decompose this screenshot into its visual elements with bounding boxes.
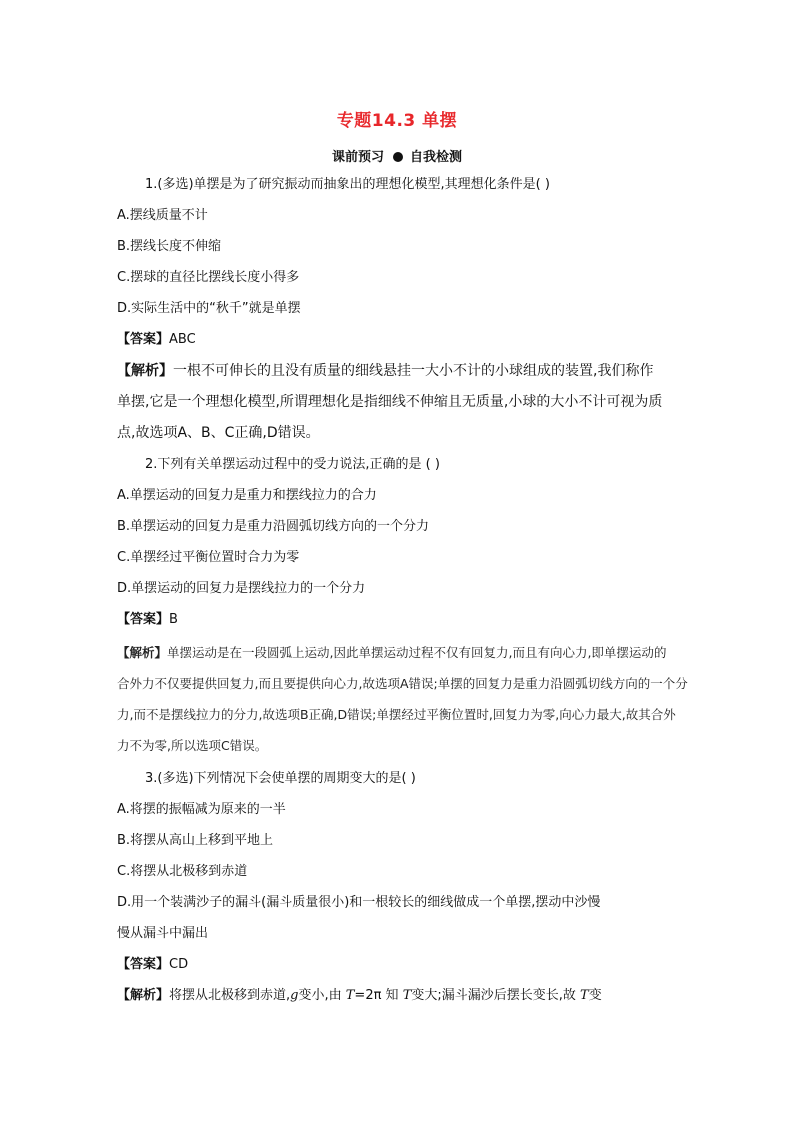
- q1-analysis-line-2: 单摆,它是一个理想化模型,所谓理想化是指细线不伸缩且无质量,小球的大小不计可视为质: [117, 394, 663, 410]
- page-title: 专题14.3 单摆: [336, 111, 458, 131]
- answer-label: 【答案】: [117, 957, 170, 972]
- q1-option-a: A.摆线质量不计: [117, 208, 208, 223]
- q3-stem: 3.(多选)下列情况下会使单摆的周期变大的是( ): [145, 771, 416, 786]
- section-left: 课前预习: [331, 150, 384, 165]
- q3-analysis-text-c: =2π 知: [354, 988, 403, 1003]
- q3-analysis-text-e: 变: [588, 988, 602, 1003]
- q1-answer: [117, 331, 196, 349]
- q1-option-b: B.摆线长度不伸缩: [117, 239, 222, 254]
- q2-option-b: B.单摆运动的回复力是重力沿圆弧切线方向的一个分力: [117, 519, 430, 534]
- q3-analysis-text-a: 将摆从北极移到赤道,: [169, 988, 291, 1003]
- q2-analysis-line-2: 合外力不仅要提供回复力,而且要提供向心力,故选项A错误;单摆的回复力是重力沿圆弧切线方向的一个分: [117, 676, 688, 691]
- q2-stem: 2.下列有关单摆运动过程中的受力说法,正确的是 ( ): [145, 457, 440, 472]
- q2-analysis-line-1: [117, 644, 666, 662]
- analysis-label: 【解析】: [117, 363, 173, 379]
- q3-option-d-cont: 慢从漏斗中漏出: [117, 926, 209, 941]
- q2-option-d: D.单摆运动的回复力是摆线拉力的一个分力: [117, 581, 366, 596]
- q1-answer-value: ABC: [169, 332, 196, 347]
- q3-analysis-text-b: 变小,由: [298, 988, 346, 1003]
- q1-option-d: D.实际生活中的“秋千”就是单摆: [117, 301, 301, 316]
- q1-analysis-line-1: [117, 362, 653, 380]
- q2-analysis-line-4: 力不为零,所以选项C错误。: [117, 738, 268, 753]
- q1-option-c: C.摆球的直径比摆线长度小得多: [117, 270, 300, 285]
- var-T: T: [345, 988, 355, 1003]
- q3-option-a: A.将摆的振幅减为原来的一半: [117, 802, 286, 817]
- analysis-label: 【解析】: [117, 988, 170, 1003]
- var-T: T: [402, 988, 412, 1003]
- q3-analysis-line-1: [117, 987, 602, 1005]
- q3-option-d: D.用一个装满沙子的漏斗(漏斗质量很小)和一根较长的细线做成一个单摆,摆动中沙慢: [117, 895, 601, 910]
- q3-answer-value: CD: [169, 957, 189, 972]
- q3-answer: [117, 956, 188, 974]
- bullet-dot-icon: [393, 152, 403, 162]
- answer-label: 【答案】: [117, 612, 170, 627]
- q2-answer-value: B: [169, 612, 178, 627]
- var-T: T: [580, 988, 589, 1003]
- q2-option-c: C.单摆经过平衡位置时合力为零: [117, 550, 300, 565]
- q2-analysis-line-3: 力,而不是摆线拉力的分力,故选项B正确,D错误;单摆经过平衡位置时,回复力为零,向心力最大,故其合外: [117, 707, 676, 722]
- q1-stem: 1.(多选)单摆是为了研究振动而抽象出的理想化模型,其理想化条件是( ): [145, 177, 550, 192]
- var-g: g: [290, 988, 299, 1003]
- q2-answer: [117, 611, 178, 629]
- q3-option-b: B.将摆从高山上移到平地上: [117, 833, 274, 848]
- q1-analysis-text-1: 一根不可伸长的且没有质量的细线悬挂一大小不计的小球组成的装置,我们称作: [173, 363, 654, 379]
- section-right: 自我检测: [410, 150, 463, 165]
- q2-analysis-text-1: 单摆运动是在一段圆弧上运动,因此单摆运动过程不仅有回复力,而且有向心力,即单摆运动的: [167, 645, 667, 660]
- q3-option-c: C.将摆从北极移到赤道: [117, 864, 248, 879]
- answer-label: 【答案】: [117, 332, 170, 347]
- q3-analysis-text-d: 变大;漏斗漏沙后摆长变长,故: [411, 988, 581, 1003]
- section-heading: [0, 146, 794, 165]
- q1-analysis-line-3: 点,故选项A、B、C正确,D错误。: [117, 425, 320, 441]
- analysis-label: 【解析】: [117, 645, 168, 660]
- q2-option-a: A.单摆运动的回复力是重力和摆线拉力的合力: [117, 488, 377, 503]
